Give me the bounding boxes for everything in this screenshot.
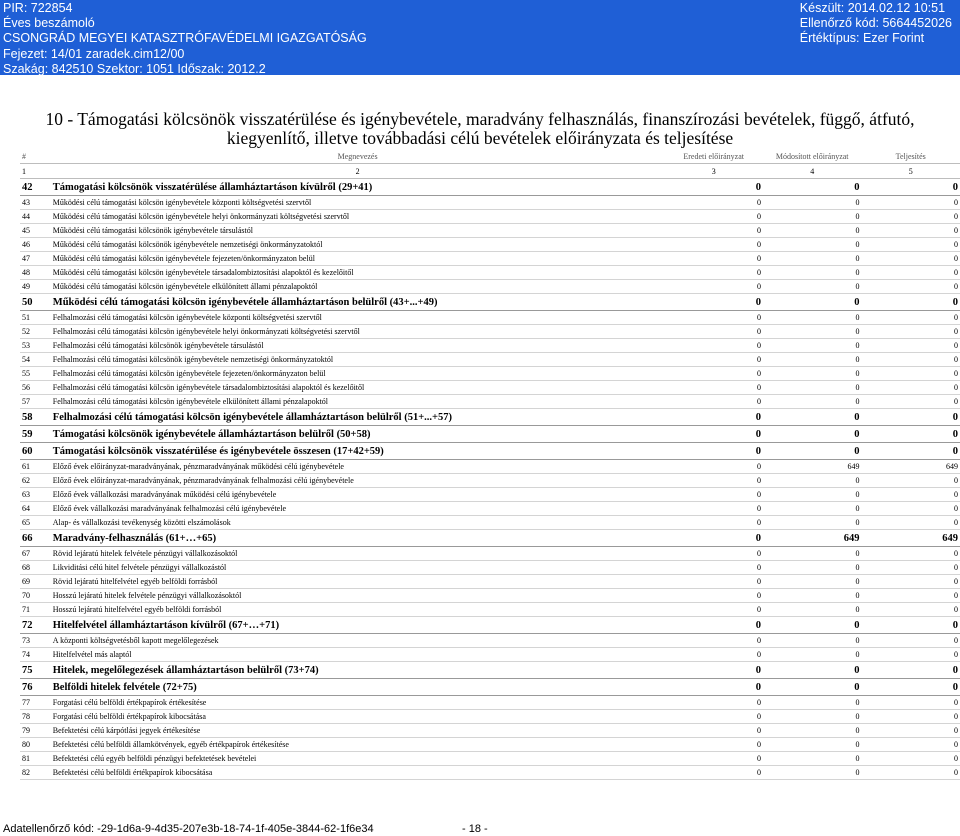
row-completion: 0 (861, 367, 960, 381)
table-row (20, 502, 960, 516)
row-completion: 0 (861, 395, 960, 409)
row-original: 0 (664, 617, 763, 634)
row-number: 62 (20, 474, 51, 488)
row-modified: 0 (763, 210, 862, 224)
row-number: 52 (20, 325, 51, 339)
row-name: Rövid lejáratú hitelek felvétele pénzügyi vállalkozásoktól (51, 547, 665, 561)
col-number-5: 5 (861, 164, 960, 179)
row-number: 78 (20, 710, 51, 724)
row-number: 76 (20, 679, 51, 696)
row-name: Támogatási kölcsönök visszatérülése és igénybevétele összesen (17+42+59) (51, 443, 665, 460)
row-completion: 0 (861, 252, 960, 266)
row-completion: 0 (861, 311, 960, 325)
row-completion: 0 (861, 679, 960, 696)
table-row (20, 634, 960, 648)
table-row (20, 210, 960, 224)
row-name: Működési célú támogatási kölcsön igénybevétele helyi önkormányzati költségvetési szervtől (51, 210, 665, 224)
row-name: Támogatási kölcsönök visszatérülése államháztartáson kívülről (29+41) (51, 179, 665, 196)
row-modified: 649 (763, 530, 862, 547)
table-row-total (20, 409, 960, 426)
row-completion: 0 (861, 266, 960, 280)
row-modified: 0 (763, 474, 862, 488)
row-number: 49 (20, 280, 51, 294)
row-name: Felhalmozási célú támogatási kölcsön igénybevétele államháztartáson belülről (51+...+57) (51, 409, 665, 426)
row-name: Felhalmozási célú támogatási kölcsön igénybevétele helyi önkormányzati költségvetési szervtől (51, 325, 665, 339)
section-title-line-2: kiegyenlítő, illetve továbbadási célú bevételek előirányzata és teljesítése (226, 128, 734, 148)
row-name: Hitelfelvétel államháztartáson kívülről (67+…+71) (51, 617, 665, 634)
row-modified: 0 (763, 752, 862, 766)
row-name: Működési célú támogatási kölcsön igénybevétele társadalombiztosítási alapoktól és kezelőitől (51, 266, 665, 280)
col-number-1: 1 (20, 164, 51, 179)
pir-id: PIR: 722854 (3, 1, 73, 15)
row-number: 61 (20, 460, 51, 474)
row-name: Működési célú támogatási kölcsön igénybevétele központi költségvetési szervtől (51, 196, 665, 210)
col-header-completion: Teljesítés (861, 150, 960, 164)
row-original: 0 (664, 662, 763, 679)
row-modified: 0 (763, 634, 862, 648)
row-number: 73 (20, 634, 51, 648)
row-original: 0 (664, 589, 763, 603)
row-original: 0 (664, 311, 763, 325)
row-original: 0 (664, 488, 763, 502)
row-modified: 0 (763, 353, 862, 367)
row-modified: 0 (763, 696, 862, 710)
table-row (20, 724, 960, 738)
col-header-name: Megnevezés (51, 150, 665, 164)
row-name: Támogatási kölcsönök igénybevétele államháztartáson belülről (50+58) (51, 426, 665, 443)
data-check-code: Adatellenőrző kód: -29-1d6a-9-4d35-207e3b-18-74-1f-405e-3844-62-1f6e34 (3, 823, 374, 835)
row-name: Alap- és vállalkozási tevékenység közötti elszámolások (51, 516, 665, 530)
row-number: 55 (20, 367, 51, 381)
row-name: Felhalmozási célú támogatási kölcsön igénybevétele társadalombiztosítási alapoktól és kezelőitől (51, 381, 665, 395)
row-name: Előző évek előirányzat-maradványának, pénzmaradványának felhalmozási célú igénybevétele (51, 474, 665, 488)
row-name: Likviditási célú hitel felvétele pénzügyi vállalkozástól (51, 561, 665, 575)
row-completion: 0 (861, 752, 960, 766)
row-number: 56 (20, 381, 51, 395)
row-original: 0 (664, 280, 763, 294)
row-completion: 0 (861, 353, 960, 367)
row-number: 58 (20, 409, 51, 426)
table-row (20, 367, 960, 381)
row-number: 79 (20, 724, 51, 738)
row-original: 0 (664, 724, 763, 738)
row-completion: 649 (861, 460, 960, 474)
row-completion: 649 (861, 530, 960, 547)
table-row (20, 196, 960, 210)
table-row-total (20, 294, 960, 311)
row-modified: 0 (763, 679, 862, 696)
table-row (20, 738, 960, 752)
row-completion: 0 (861, 409, 960, 426)
row-number: 65 (20, 516, 51, 530)
row-original: 0 (664, 634, 763, 648)
row-name: Maradvány-felhasználás (61+…+65) (51, 530, 665, 547)
row-modified: 0 (763, 589, 862, 603)
section-title (0, 110, 960, 148)
row-modified: 0 (763, 724, 862, 738)
row-number: 44 (20, 210, 51, 224)
row-completion: 0 (861, 547, 960, 561)
row-number: 69 (20, 575, 51, 589)
header-left-block (3, 1, 367, 77)
row-completion: 0 (861, 648, 960, 662)
col-header-number: # (20, 150, 51, 164)
table-row (20, 395, 960, 409)
row-name: Befektetési célú belföldi államkötvények, egyéb értékpapírok értékesítése (51, 738, 665, 752)
row-completion: 0 (861, 724, 960, 738)
sector-info: Szakág: 842510 Szektor: 1051 Időszak: 2012.2 (3, 61, 266, 76)
row-original: 0 (664, 252, 763, 266)
table-row (20, 238, 960, 252)
table-row (20, 280, 960, 294)
row-name: Működési célú támogatási kölcsönök igénybevétele nemzetiségi önkormányzatoktól (51, 238, 665, 252)
page-footer (0, 822, 960, 836)
row-completion: 0 (861, 766, 960, 780)
row-number: 63 (20, 488, 51, 502)
page-number: - 18 - (462, 823, 488, 835)
table-row-total (20, 617, 960, 634)
row-original: 0 (664, 339, 763, 353)
table-row (20, 589, 960, 603)
col-header-original: Eredeti előirányzat (664, 150, 763, 164)
row-completion: 0 (861, 738, 960, 752)
row-completion: 0 (861, 238, 960, 252)
row-modified: 0 (763, 325, 862, 339)
row-original: 0 (664, 474, 763, 488)
row-completion: 0 (861, 443, 960, 460)
row-original: 0 (664, 575, 763, 589)
table-row-total (20, 179, 960, 196)
row-original: 0 (664, 738, 763, 752)
row-modified: 0 (763, 648, 862, 662)
row-modified: 0 (763, 547, 862, 561)
row-name: A központi költségvetésből kapott megelőlegezések (51, 634, 665, 648)
row-completion: 0 (861, 603, 960, 617)
row-original: 0 (664, 561, 763, 575)
report-header (0, 0, 960, 75)
row-original: 0 (664, 395, 763, 409)
row-modified: 0 (763, 280, 862, 294)
row-original: 0 (664, 210, 763, 224)
row-modified: 0 (763, 294, 862, 311)
col-number-4: 4 (763, 164, 862, 179)
row-completion: 0 (861, 179, 960, 196)
row-completion: 0 (861, 589, 960, 603)
table-row-total (20, 679, 960, 696)
row-number: 66 (20, 530, 51, 547)
row-number: 43 (20, 196, 51, 210)
row-number: 60 (20, 443, 51, 460)
row-modified: 0 (763, 516, 862, 530)
col-number-3: 3 (664, 164, 763, 179)
row-modified: 0 (763, 766, 862, 780)
row-name: Működési célú támogatási kölcsönök igénybevétele társulástól (51, 224, 665, 238)
row-number: 77 (20, 696, 51, 710)
col-number-2: 2 (51, 164, 665, 179)
row-name: Működési célú támogatási kölcsön igénybevétele elkülönített állami pénzalapoktól (51, 280, 665, 294)
check-code: Ellenőrző kód: 5664452026 (799, 16, 952, 31)
row-number: 48 (20, 266, 51, 280)
row-name: Befektetési célú kárpótlási jegyek értékesítése (51, 724, 665, 738)
row-completion: 0 (861, 474, 960, 488)
row-number: 54 (20, 353, 51, 367)
row-modified: 0 (763, 179, 862, 196)
row-number: 81 (20, 752, 51, 766)
row-modified: 0 (763, 196, 862, 210)
row-completion: 0 (861, 339, 960, 353)
row-number: 74 (20, 648, 51, 662)
row-original: 0 (664, 752, 763, 766)
row-original: 0 (664, 648, 763, 662)
column-number-row (20, 164, 960, 179)
table-row (20, 710, 960, 724)
row-original: 0 (664, 367, 763, 381)
section-title-line-1: 10 - Támogatási kölcsönök visszatérülése és igénybevétele, maradvány felhasználás, finanszírozási bevételek, függő, átfutó, (45, 109, 915, 129)
row-modified: 0 (763, 502, 862, 516)
table-row (20, 648, 960, 662)
row-name: Rövid lejáratú hitelfelvétel egyéb belföldi forrásból (51, 575, 665, 589)
row-completion: 0 (861, 516, 960, 530)
row-original: 0 (664, 266, 763, 280)
row-name: Belföldi hitelek felvétele (72+75) (51, 679, 665, 696)
row-name: Felhalmozási célú támogatási kölcsön igénybevétele elkülönített állami pénzalapoktól (51, 395, 665, 409)
row-name: Befektetési célú belföldi értékpapírok kibocsátása (51, 766, 665, 780)
row-name: Hitelfelvétel más alaptól (51, 648, 665, 662)
row-modified: 0 (763, 575, 862, 589)
chapter-info: Fejezet: 14/01 zaradek.cim12/00 (3, 46, 185, 61)
row-modified: 0 (763, 409, 862, 426)
row-completion: 0 (861, 488, 960, 502)
row-modified: 0 (763, 367, 862, 381)
row-number: 67 (20, 547, 51, 561)
table-row (20, 516, 960, 530)
row-completion: 0 (861, 381, 960, 395)
row-modified: 0 (763, 426, 862, 443)
row-number: 70 (20, 589, 51, 603)
row-original: 0 (664, 294, 763, 311)
row-number: 45 (20, 224, 51, 238)
row-original: 0 (664, 426, 763, 443)
row-name: Felhalmozási célú támogatási kölcsönök igénybevétele társulástól (51, 339, 665, 353)
row-original: 0 (664, 381, 763, 395)
table-row (20, 460, 960, 474)
row-name: Felhalmozási célú támogatási kölcsön igénybevétele központi költségvetési szervtől (51, 311, 665, 325)
row-modified: 0 (763, 603, 862, 617)
row-name: Hosszú lejáratú hitelfelvétel egyéb belföldi forrásból (51, 603, 665, 617)
row-number: 50 (20, 294, 51, 311)
row-number: 72 (20, 617, 51, 634)
row-modified: 0 (763, 238, 862, 252)
row-completion: 0 (861, 294, 960, 311)
col-header-modified: Módosított előirányzat (763, 150, 862, 164)
row-name: Előző évek előirányzat-maradványának, pénzmaradványának működési célú igénybevétele (51, 460, 665, 474)
row-modified: 0 (763, 311, 862, 325)
row-original: 0 (664, 460, 763, 474)
row-original: 0 (664, 603, 763, 617)
table-row (20, 311, 960, 325)
row-original: 0 (664, 353, 763, 367)
row-original: 0 (664, 409, 763, 426)
row-number: 64 (20, 502, 51, 516)
row-number: 59 (20, 426, 51, 443)
row-modified: 0 (763, 443, 862, 460)
row-name: Előző évek vállalkozási maradványának felhalmozási célú igénybevétele (51, 502, 665, 516)
table-row (20, 266, 960, 280)
row-name: Előző évek vállalkozási maradványának működési célú igénybevétele (51, 488, 665, 502)
table-row (20, 752, 960, 766)
table-row-total (20, 426, 960, 443)
row-name: Felhalmozási célú támogatási kölcsön igénybevétele fejezeten/önkormányzaton belül (51, 367, 665, 381)
institution-name: CSONGRÁD MEGYEI KATASZTRÓFAVÉDELMI IGAZGATÓSÁG (3, 31, 367, 46)
row-original: 0 (664, 530, 763, 547)
table-row (20, 252, 960, 266)
row-modified: 0 (763, 561, 862, 575)
row-modified: 0 (763, 381, 862, 395)
row-modified: 0 (763, 738, 862, 752)
table-row (20, 325, 960, 339)
table-row-total (20, 530, 960, 547)
row-number: 42 (20, 179, 51, 196)
row-original: 0 (664, 502, 763, 516)
row-modified: 0 (763, 710, 862, 724)
row-completion: 0 (861, 196, 960, 210)
row-completion: 0 (861, 575, 960, 589)
row-original: 0 (664, 224, 763, 238)
row-modified: 0 (763, 395, 862, 409)
row-completion: 0 (861, 224, 960, 238)
row-number: 51 (20, 311, 51, 325)
row-completion: 0 (861, 502, 960, 516)
row-completion: 0 (861, 280, 960, 294)
row-number: 47 (20, 252, 51, 266)
table-row (20, 224, 960, 238)
row-name: Hitelek, megelőlegezések államháztartáson belülről (73+74) (51, 662, 665, 679)
row-number: 82 (20, 766, 51, 780)
row-completion: 0 (861, 210, 960, 224)
row-completion: 0 (861, 696, 960, 710)
row-completion: 0 (861, 617, 960, 634)
table-row-total (20, 443, 960, 460)
header-right-block (800, 1, 952, 47)
row-modified: 0 (763, 266, 862, 280)
row-number: 46 (20, 238, 51, 252)
table-row (20, 696, 960, 710)
row-modified: 0 (763, 662, 862, 679)
appropriation-table (20, 150, 960, 780)
table-row (20, 561, 960, 575)
row-modified: 0 (763, 224, 862, 238)
row-original: 0 (664, 710, 763, 724)
row-original: 0 (664, 679, 763, 696)
created-timestamp: Készült: 2014.02.12 10:51 (799, 1, 946, 15)
row-name: Befektetési célú egyéb belföldi pénzügyi befektetések bevételei (51, 752, 665, 766)
row-number: 68 (20, 561, 51, 575)
row-number: 57 (20, 395, 51, 409)
row-original: 0 (664, 196, 763, 210)
row-completion: 0 (861, 662, 960, 679)
row-name: Működési célú támogatási kölcsön igénybevétele fejezeten/önkormányzaton belül (51, 252, 665, 266)
row-name: Forgatási célú belföldi értékpapírok kibocsátása (51, 710, 665, 724)
row-name: Felhalmozási célú támogatási kölcsönök igénybevétele nemzetiségi önkormányzatoktól (51, 353, 665, 367)
row-original: 0 (664, 179, 763, 196)
row-original: 0 (664, 516, 763, 530)
table-row (20, 353, 960, 367)
row-completion: 0 (861, 426, 960, 443)
table-row (20, 547, 960, 561)
row-original: 0 (664, 547, 763, 561)
table-row (20, 474, 960, 488)
table-row (20, 488, 960, 502)
row-number: 71 (20, 603, 51, 617)
row-completion: 0 (861, 325, 960, 339)
row-original: 0 (664, 325, 763, 339)
row-original: 0 (664, 443, 763, 460)
row-modified: 0 (763, 488, 862, 502)
row-number: 80 (20, 738, 51, 752)
row-modified: 0 (763, 252, 862, 266)
row-completion: 0 (861, 710, 960, 724)
table-row (20, 381, 960, 395)
row-modified: 649 (763, 460, 862, 474)
row-original: 0 (664, 238, 763, 252)
row-number: 75 (20, 662, 51, 679)
table-row (20, 339, 960, 353)
table-row (20, 603, 960, 617)
table-header-row (20, 150, 960, 164)
row-name: Hosszú lejáratú hitelek felvétele pénzügyi vállalkozásoktól (51, 589, 665, 603)
table-row-total (20, 662, 960, 679)
table-row (20, 766, 960, 780)
report-type: Éves beszámoló (3, 16, 95, 31)
value-type: Értéktípus: Ezer Forint (799, 31, 925, 46)
row-number: 53 (20, 339, 51, 353)
row-original: 0 (664, 696, 763, 710)
row-name: Működési célú támogatási kölcsön igénybevétele államháztartáson belülről (43+...+49) (51, 294, 665, 311)
row-original: 0 (664, 766, 763, 780)
table-row (20, 575, 960, 589)
row-modified: 0 (763, 339, 862, 353)
row-completion: 0 (861, 634, 960, 648)
row-modified: 0 (763, 617, 862, 634)
row-completion: 0 (861, 561, 960, 575)
row-name: Forgatási célú belföldi értékpapírok értékesítése (51, 696, 665, 710)
